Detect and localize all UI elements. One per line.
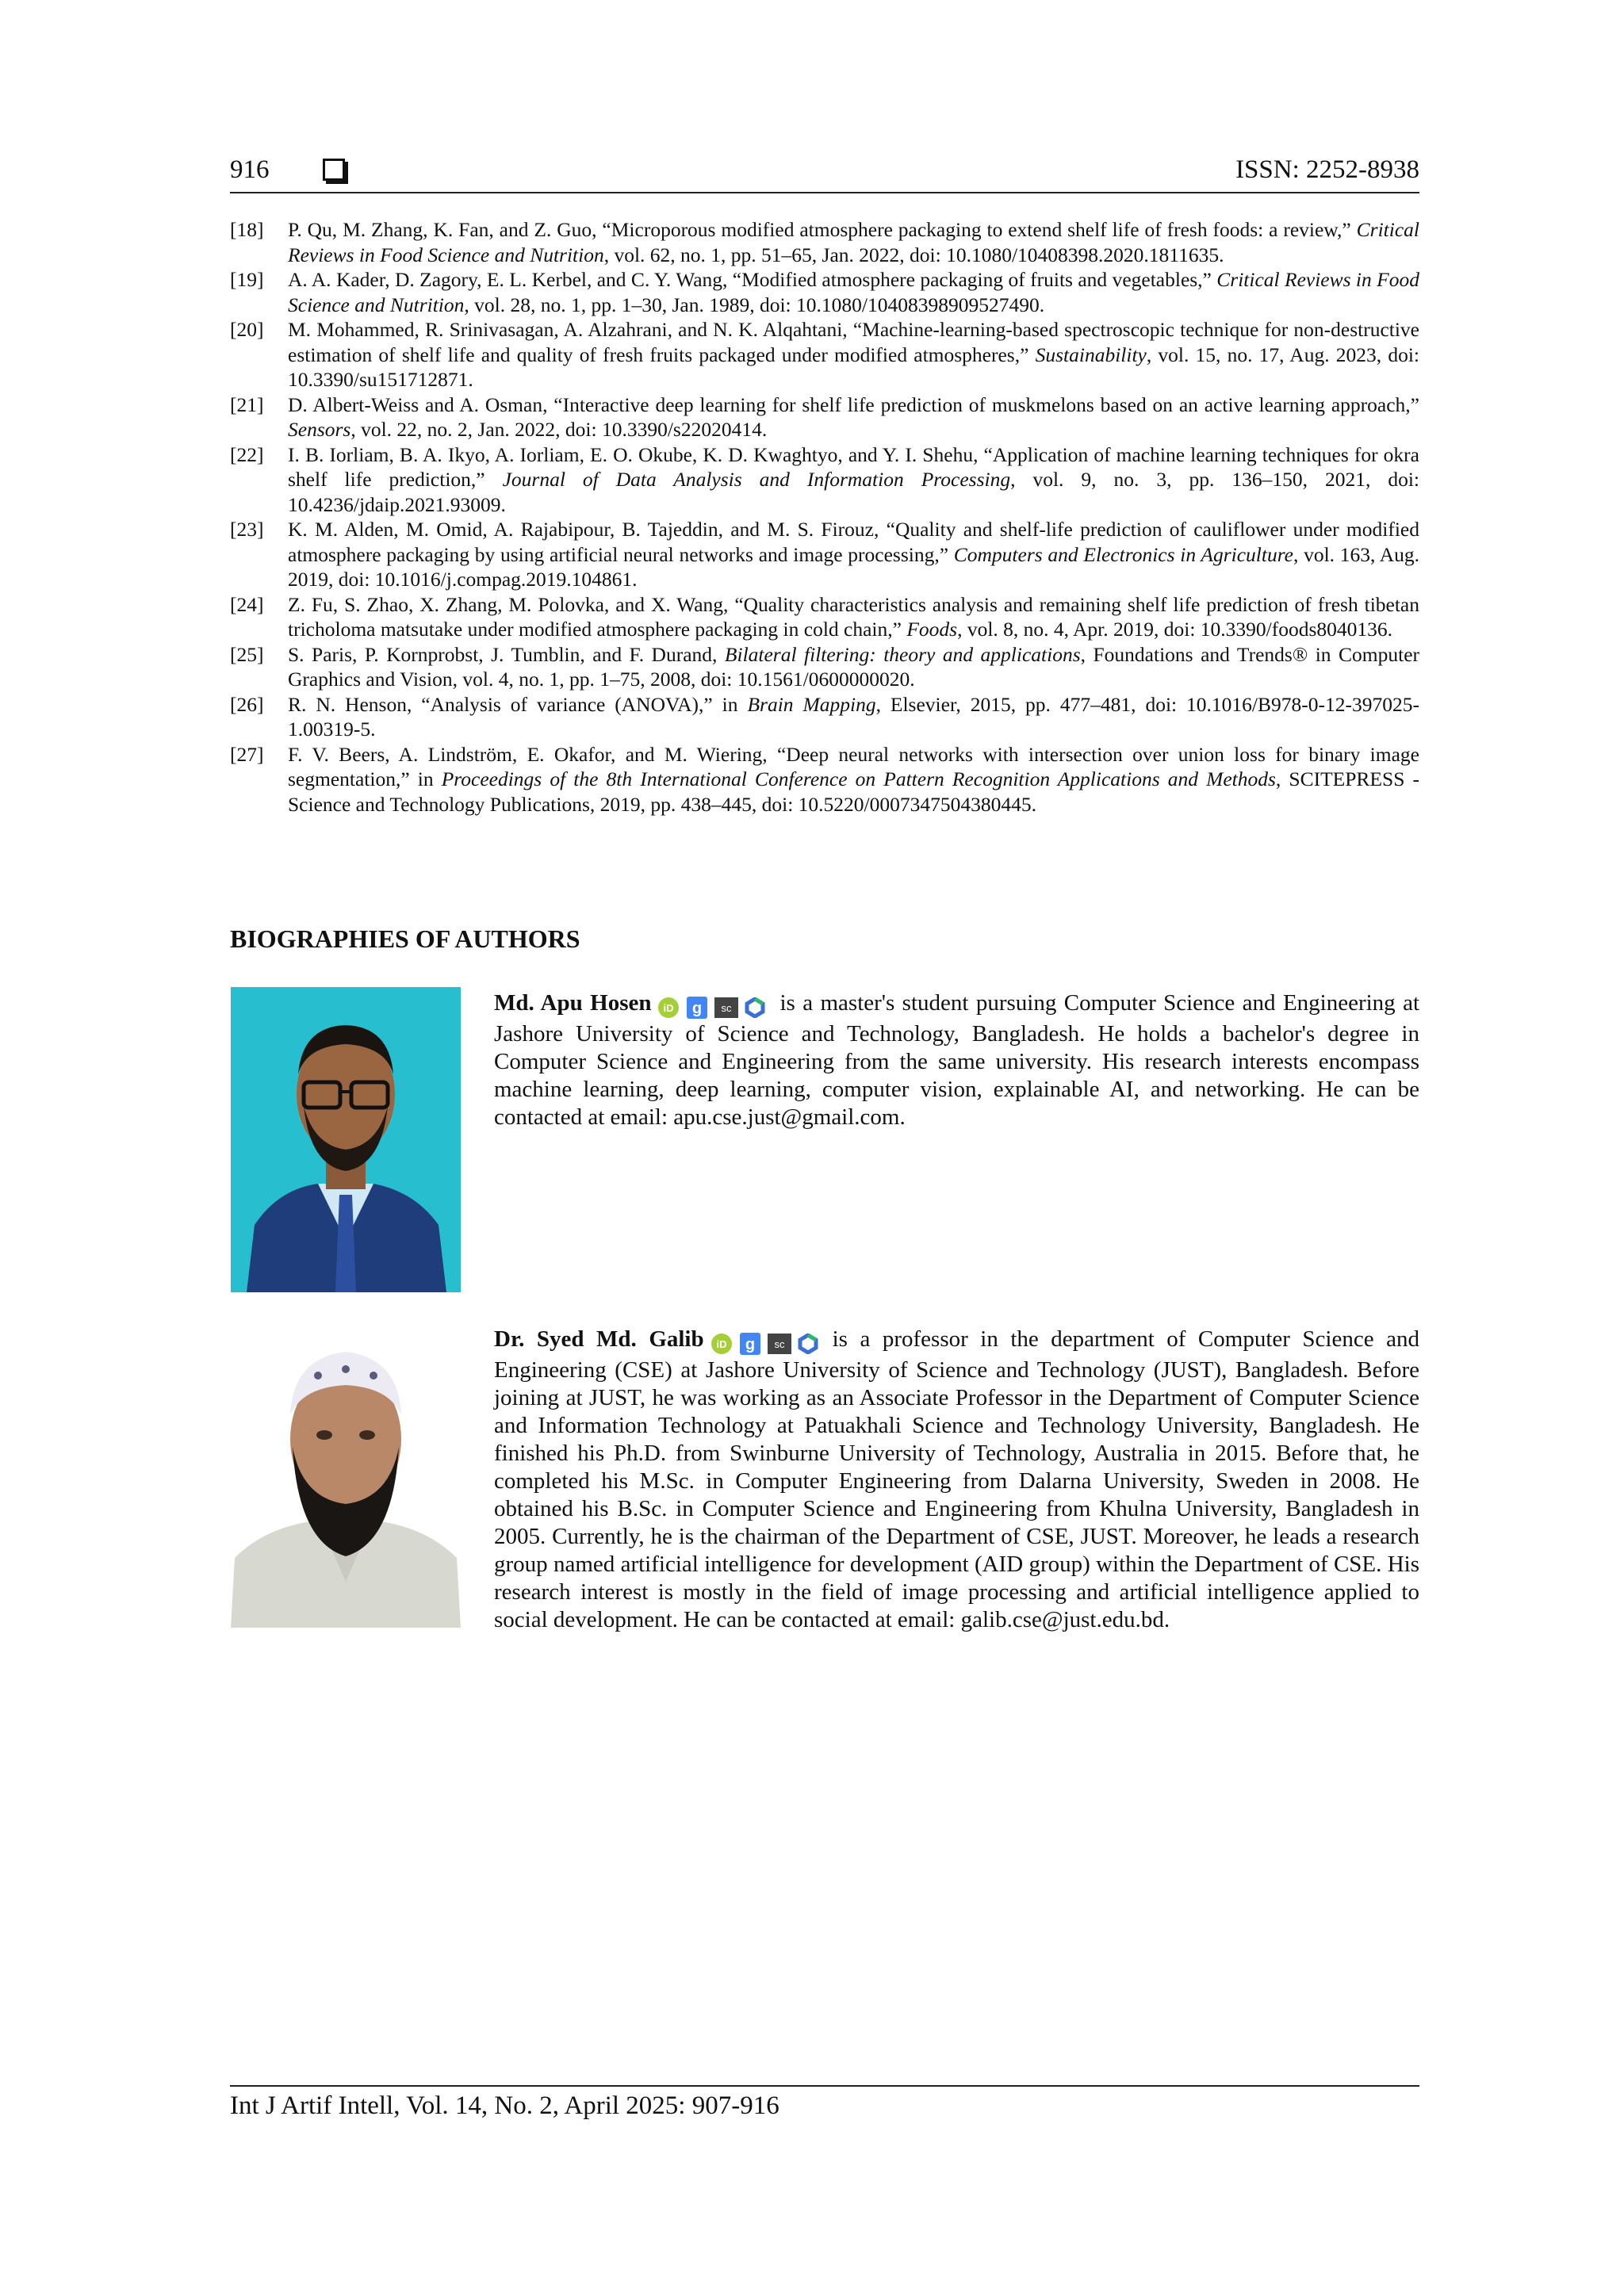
reference-number: [27] [230,742,264,766]
reference-segment: , Foundations and Trends® in Computer Graphics and Vision, vol. 4, no. 1, pp. 1–75, 2008, doi: 10.1561/0600000020. [288,642,1420,691]
reference-number: [21] [230,392,264,416]
scopus-icon[interactable] [768,1334,791,1354]
reference-number: [19] [230,268,264,291]
reference-segment: A. A. Kader, D. Zagory, E. L. Kerbel, and C. Y. Wang, “Modified atmosphere packaging of fruits and vegetables,” [288,268,1217,291]
reference-text [288,742,1419,817]
issn-label: ISSN: 2252-8938 [1235,155,1419,184]
reference-item [230,317,1419,392]
scopus-icon[interactable] [714,997,738,1018]
reference-segment: Z. Fu, S. Zhao, X. Zhang, M. Polovka, and X. Wang, “Quality characteristics analysis and remaining shelf life prediction of fresh tibetan tricholoma matsutake under modified atmosphere packaging in cold chain,” [288,592,1419,641]
reference-text [288,517,1419,592]
reference-segment: P. Qu, M. Zhang, K. Fan, and Z. Guo, “Microporous modified atmosphere packaging to extend shelf life of fresh foods: a review,” [288,218,1357,241]
reference-segment: , vol. 28, no. 1, pp. 1–30, Jan. 1989, doi: 10.1080/10408398909527490. [464,293,1045,316]
reference-segment: , vol. 163, Aug. 2019, doi: 10.1016/j.compag.2019.104861. [288,542,1420,591]
reference-venue: Sensors [288,418,351,441]
reference-segment: , vol. 22, no. 2, Jan. 2022, doi: 10.3390/s22020414. [350,418,768,441]
reference-text [288,392,1419,442]
reference-segment: D. Albert-Weiss and A. Osman, “Interactive deep learning for shelf life prediction of muskmelons based on an active learning approach,” [288,392,1419,416]
reference-text [288,642,1419,692]
author-bio-2 [494,1326,1419,1634]
author-photo-syed-md-galib [231,1320,461,1628]
svg-text:g: g [692,1000,703,1018]
reference-item [230,642,1419,692]
reference-segment: , vol. 15, no. 17, Aug. 2023, doi: 10.3390/su151712871. [288,342,1420,391]
reference-segment: I. B. Iorliam, B. A. Ikyo, A. Iorliam, E. O. Okube, K. D. Kwaghtyo, and Y. I. Shehu, “Application of machine learning techniques for okra shelf life prediction,” [288,442,1419,491]
svg-text:sc: sc [774,1338,785,1351]
reference-item [230,592,1419,642]
reference-item [230,692,1419,742]
biographies-heading: BIOGRAPHIES OF AUTHORS [230,924,580,953]
publons-icon[interactable] [745,997,765,1018]
publons-icon[interactable] [798,1334,818,1354]
reference-venue: Proceedings of the 8th International Conference on Pattern Recognition Applications and Methods [441,767,1276,790]
svg-text:iD: iD [663,1002,674,1015]
orcid-icon[interactable] [710,1333,733,1355]
reference-number: [23] [230,518,264,541]
reference-segment: S. Paris, P. Kornprobst, J. Tumblin, and F. Durand, [288,642,725,666]
reference-item [230,392,1419,442]
svg-text:sc: sc [721,1002,732,1015]
reference-text [288,592,1419,642]
reference-venue: Critical Reviews in Food Science and Nutrition [288,218,1419,266]
reference-number: [20] [230,318,264,341]
reference-segment: , vol. 9, no. 3, pp. 136–150, 2021, doi: 10.4236/jdaip.2021.93009. [288,468,1419,516]
journal-citation: Int J Artif Intell, Vol. 14, No. 2, April 2025: 907-916 [230,2091,779,2120]
page-number: 916 [230,155,270,184]
svg-text:iD: iD [716,1338,727,1351]
reference-number: [24] [230,592,264,616]
orcid-icon[interactable] [657,997,680,1019]
author-bio-text: is a professor in the department of Computer Science and Engineering (CSE) at Jashore University of Science and Technology (JUST), Bangladesh. Before joining at JUST, he was working as an Associate Professor in the Department of Computer Science and Information Technology at Patuakhali Science and Technology University, Bangladesh. He finished his Ph.D. from Swinburne University of Technology, Australia in 2015. Before that, he completed his M.Sc. in Computer Engineering from Dalarna University, Sweden in 2008. He obtained his B.Sc. in Computer Science and Engineering from Khulna University, Bangladesh in 2005. Currently, he is the chairman of the Department of CSE, JUST. Moreover, he leads a research group named artificial intelligence for development (AID group) within the Department of CSE. His research interest is mostly in the field of image processing and artificial intelligence applied to social development. He can be contacted at email: galib.cse@just.edu.bd. [494,1326,1419,1632]
page-footer [230,2085,1419,2121]
reference-text [288,692,1419,742]
reference-item [230,442,1419,518]
author-name: Md. Apu Hosen [494,990,652,1016]
reference-text [288,317,1419,392]
reference-list [230,217,1419,817]
author-profile-icons [657,993,772,1020]
author-profile-icons [710,1329,825,1357]
reference-item [230,742,1419,817]
reference-number: [22] [230,442,264,466]
reference-text [288,442,1419,518]
author-name: Dr. Syed Md. Galib [494,1326,704,1352]
reference-venue: Bilateral filtering: theory and applications [724,642,1081,666]
reference-segment: , Elsevier, 2015, pp. 477–481, doi: 10.1016/B978-0-12-397025-1.00319-5. [288,692,1419,740]
reference-number: [25] [230,642,264,666]
reference-venue: Foods [906,618,958,641]
reference-segment: R. N. Henson, “Analysis of variance (ANOVA),” in [288,692,748,716]
page-header [230,151,1419,193]
reference-text [288,217,1419,267]
reference-venue: Computers and Electronics in Agriculture [953,542,1293,566]
reference-text [288,267,1419,317]
reference-venue: Sustainability [1035,342,1147,366]
reference-venue: Brain Mapping [747,692,876,716]
reference-number: [26] [230,692,264,716]
reference-segment: , vol. 8, no. 4, Apr. 2019, doi: 10.3390/foods8040136. [957,618,1393,641]
reference-venue: Critical Reviews in Food Science and Nutrition [288,268,1419,316]
google-scholar-icon[interactable] [686,996,708,1020]
reference-segment: K. M. Alden, M. Omid, A. Rajabipour, B. Tajeddin, and M. S. Firouz, “Quality and shelf-life prediction of cauliflower under modified atmosphere packaging by using artificial neural networks and image processing,” [288,518,1419,566]
author-photo-apu-hosen [231,987,461,1292]
reference-segment: F. V. Beers, A. Lindström, E. Okafor, and M. Wiering, “Deep neural networks with intersection over union loss for binary image segmentation,” in [288,742,1419,790]
reference-segment: , vol. 62, no. 1, pp. 51–65, Jan. 2022, doi: 10.1080/10408398.2020.1811635. [603,243,1224,266]
reference-segment: , SCITEPRESS - Science and Technology Publications, 2019, pp. 438–445, doi: 10.5220/0007347504380445. [288,767,1419,816]
reference-segment: M. Mohammed, R. Srinivasagan, A. Alzahrani, and N. K. Alqahtani, “Machine-learning-based spectroscopic technique for non-destructive estimation of shelf life and quality of fresh fruits packaged under modified atmospheres,” [288,318,1419,366]
reference-venue: Journal of Data Analysis and Information Processing [502,468,1011,491]
reference-number: [18] [230,218,264,241]
google-scholar-icon[interactable] [739,1332,761,1356]
reference-item [230,517,1419,592]
reference-item [230,267,1419,317]
svg-text:g: g [745,1336,755,1354]
author-bio-1 [494,989,1419,1131]
author-bio-text: is a master's student pursuing Computer Science and Engineering at Jashore University of Science and Technology, Bangladesh. He holds a bachelor's degree in Computer Science and Engineering from the same university. His research interests encompass machine learning, deep learning, computer vision, explainable AI, and networking. He can be contacted at email: apu.cse.just@gmail.com. [494,990,1419,1130]
reference-item [230,217,1419,267]
square-bullet-icon [323,159,345,181]
